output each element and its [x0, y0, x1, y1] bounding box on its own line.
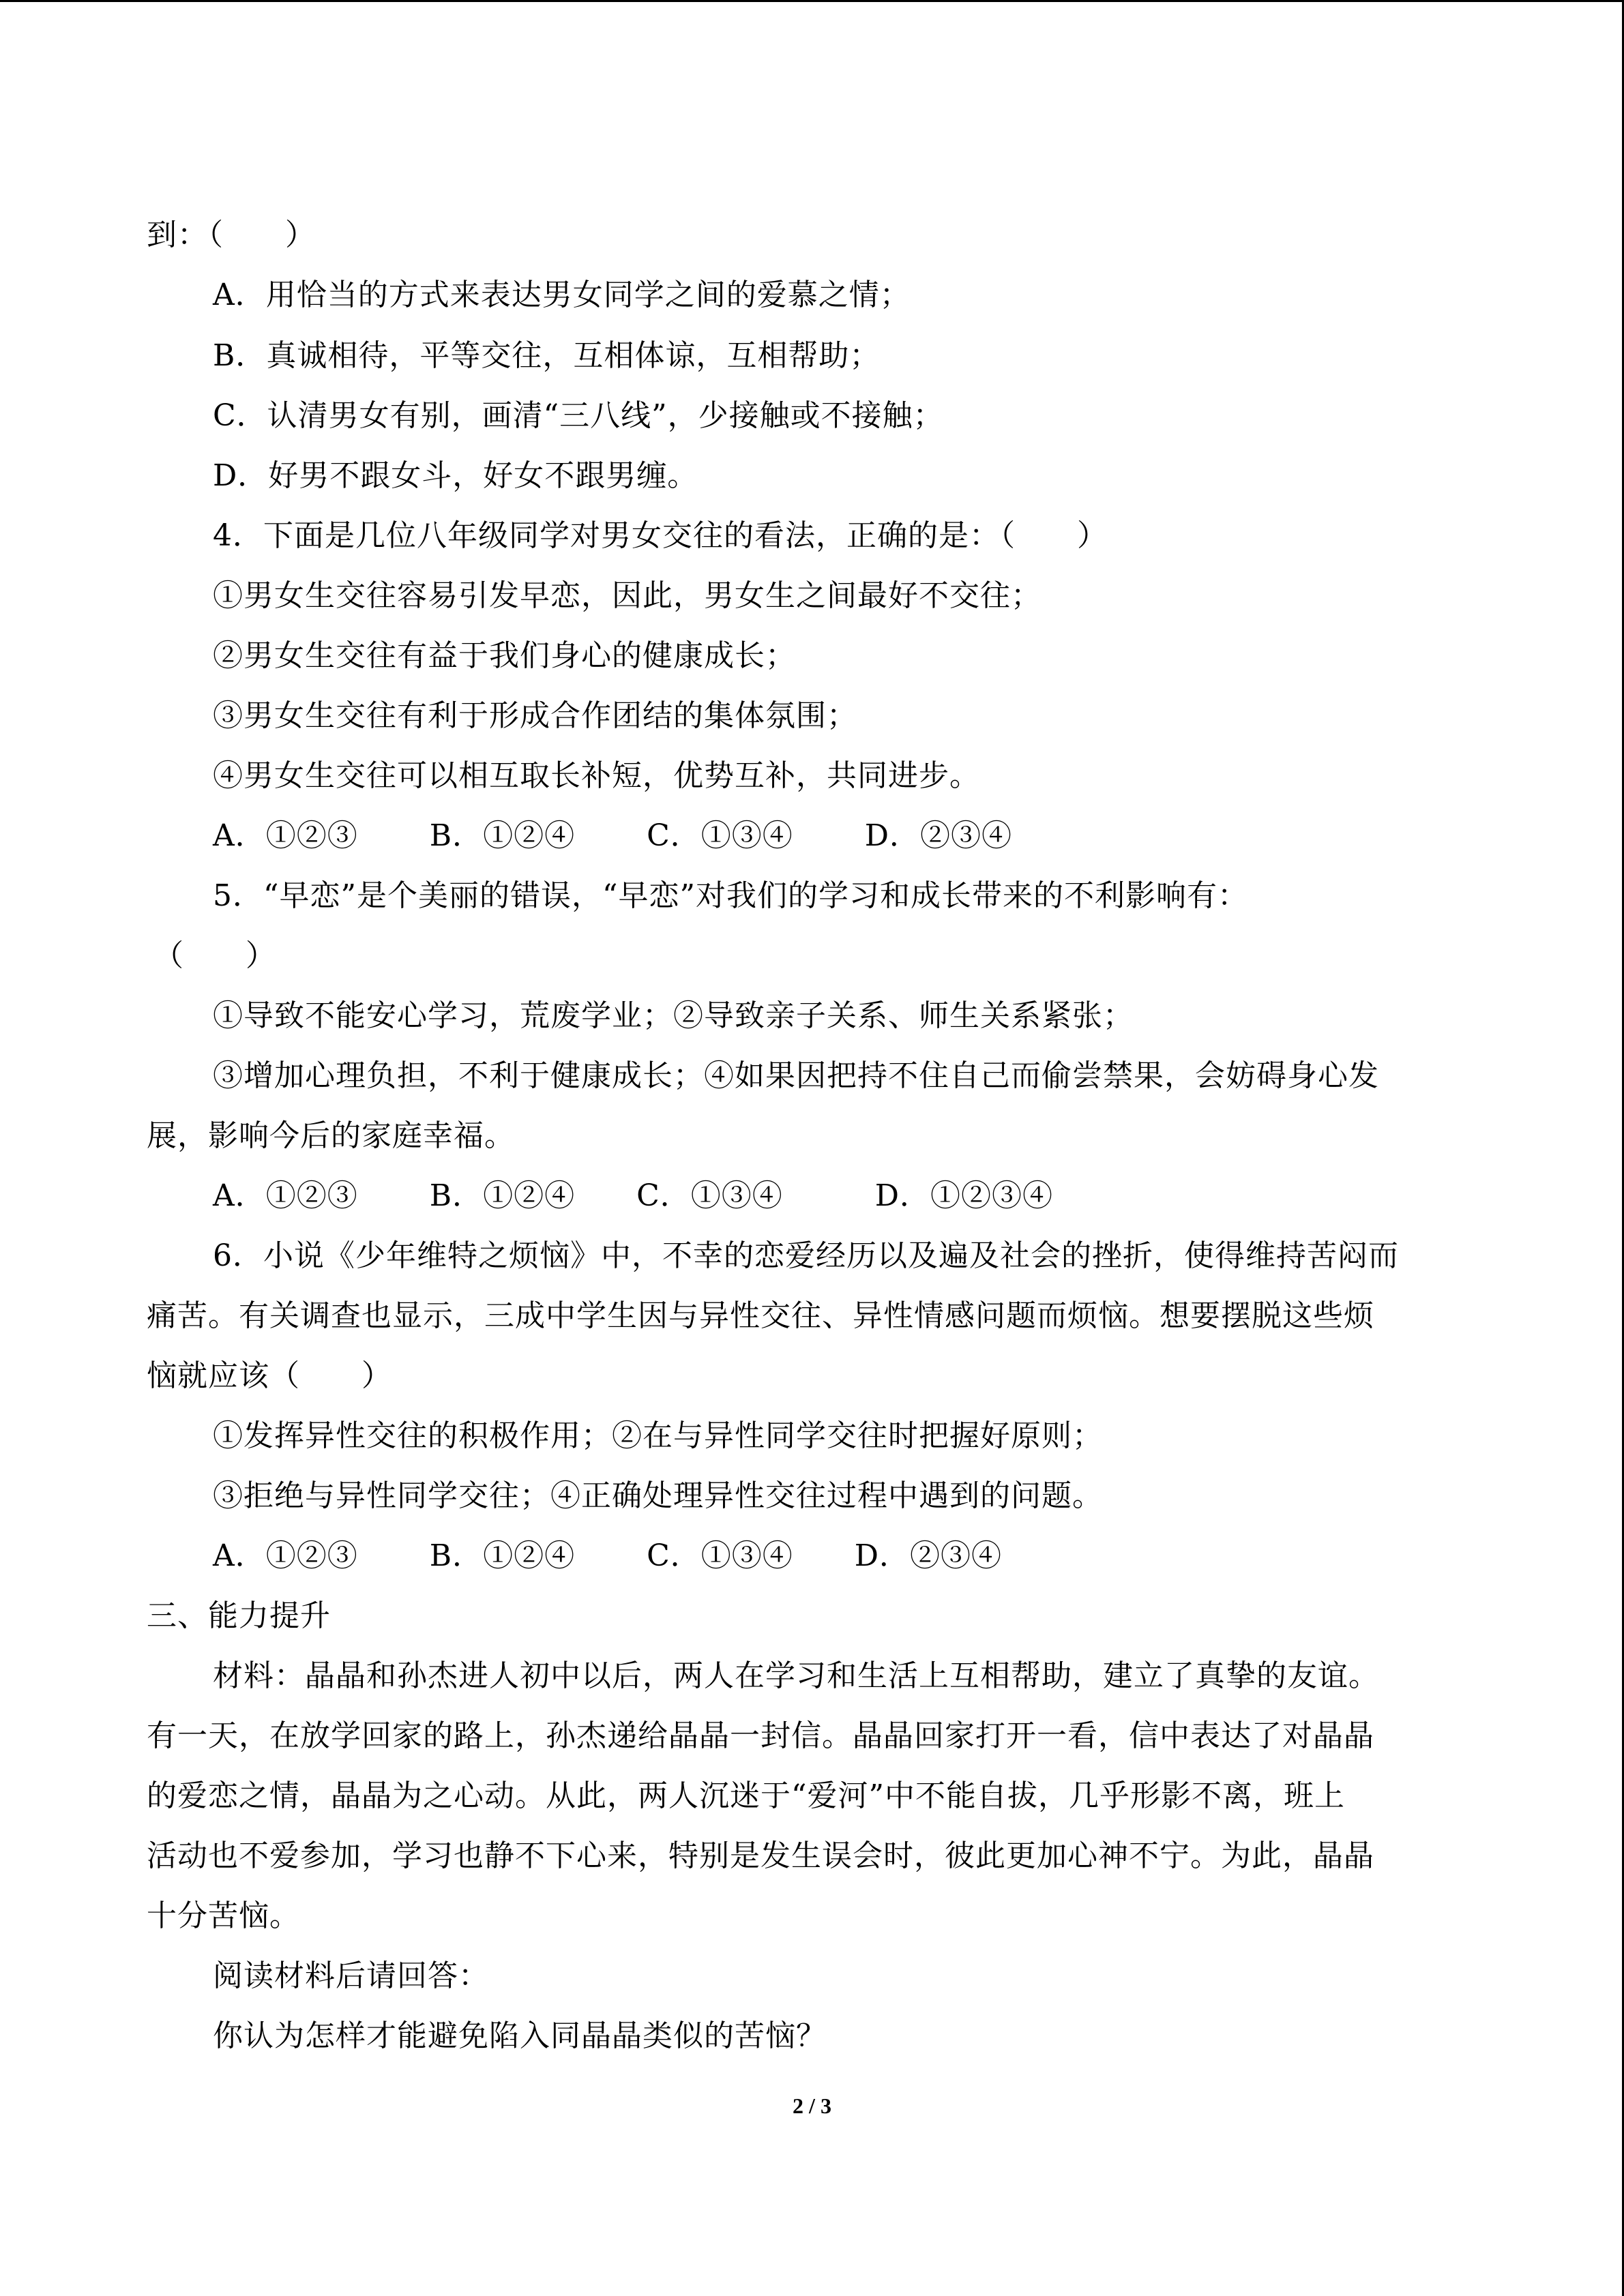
statement-line: ①男女生交往容易引发早恋，因此，男女生之间最好不交往； — [213, 578, 1042, 613]
statement-line: ①发挥异性交往的积极作用；②在与异性同学交往时把握好原则； — [213, 1418, 1103, 1453]
choices-line: A．①②③ B．①②④ C．①③④ D．①②③④ — [213, 1178, 1054, 1213]
prompt-line: 阅读材料后请回答： — [213, 1958, 489, 1993]
text-line: 痛苦。有关调查也显示，三成中学生因与异性交往、异性情感问题而烦恼。想要摆脱这些烦 — [147, 1298, 1374, 1333]
statement-line: ④男女生交往可以相互取长补短，优势互补，共同进步。 — [213, 758, 980, 793]
section-heading: 三、能力提升 — [147, 1598, 331, 1633]
option-line: C．认清男女有别，画清“三八线”，少接触或不接触； — [213, 398, 944, 433]
statement-line: ①导致不能安心学习，荒废学业；②导致亲子关系、师生关系紧张； — [213, 998, 1134, 1033]
material-line: 材料：晶晶和孙杰进人初中以后，两人在学习和生活上互相帮助，建立了真挚的友谊。 — [213, 1658, 1379, 1693]
statement-line: ③男女生交往有利于形成合作团结的集体氛围； — [213, 698, 857, 733]
page-number: 2 / 3 — [793, 2093, 831, 2118]
statement-line: ③拒绝与异性同学交往；④正确处理异性交往过程中遇到的问题。 — [213, 1478, 1103, 1513]
question-line: 4．下面是几位八年级同学对男女交往的看法，正确的是：（ ） — [213, 518, 1108, 553]
statement-line: ②男女生交往有益于我们身心的健康成长； — [213, 638, 796, 673]
option-line: A．用恰当的方式来表达男女同学之间的爱慕之情； — [213, 278, 911, 312]
option-line: D．好男不跟女斗，好女不跟男缠。 — [213, 458, 698, 493]
material-line: 十分苦恼。 — [147, 1898, 300, 1933]
question-line: 5．“早恋”是个美丽的错误，“早恋”对我们的学习和成长带来的不利影响有： — [213, 878, 1248, 913]
material-line: 的爱恋之情，晶晶为之心动。从此，两人沉迷于“爱河”中不能自拔，几乎形影不离，班上 — [147, 1778, 1345, 1813]
text-line: 到：（ ） — [147, 218, 316, 252]
question-line: 你认为怎样才能避免陷入同晶晶类似的苦恼？ — [213, 2018, 827, 2053]
statement-line: ③增加心理负担，不利于健康成长；④如果因把持不住自己而偷尝禁果，会妨碍身心发 — [213, 1058, 1379, 1093]
text-line: 恼就应该（ ） — [147, 1358, 392, 1393]
answer-blank: （ ） — [153, 938, 276, 973]
material-line: 有一天，在放学回家的路上，孙杰递给晶晶一封信。晶晶回家打开一看，信中表达了对晶晶 — [147, 1718, 1374, 1753]
choices-line: A．①②③ B．①②④ C．①③④ D．②③④ — [213, 1538, 1003, 1573]
text-line: 展，影响今后的家庭幸福。 — [147, 1118, 515, 1153]
option-line: B．真诚相待，平等交往，互相体谅，互相帮助； — [213, 338, 881, 373]
material-line: 活动也不爱参加，学习也静不下心来，特别是发生误会时，彼此更加心神不宁。为此，晶晶 — [147, 1838, 1374, 1873]
question-line: 6．小说《少年维特之烦恼》中，不幸的恋爱经历以及遍及社会的挫折，使得维持苦闷而 — [213, 1238, 1399, 1273]
choices-line: A．①②③ B．①②④ C．①③④ D．②③④ — [213, 818, 1013, 853]
